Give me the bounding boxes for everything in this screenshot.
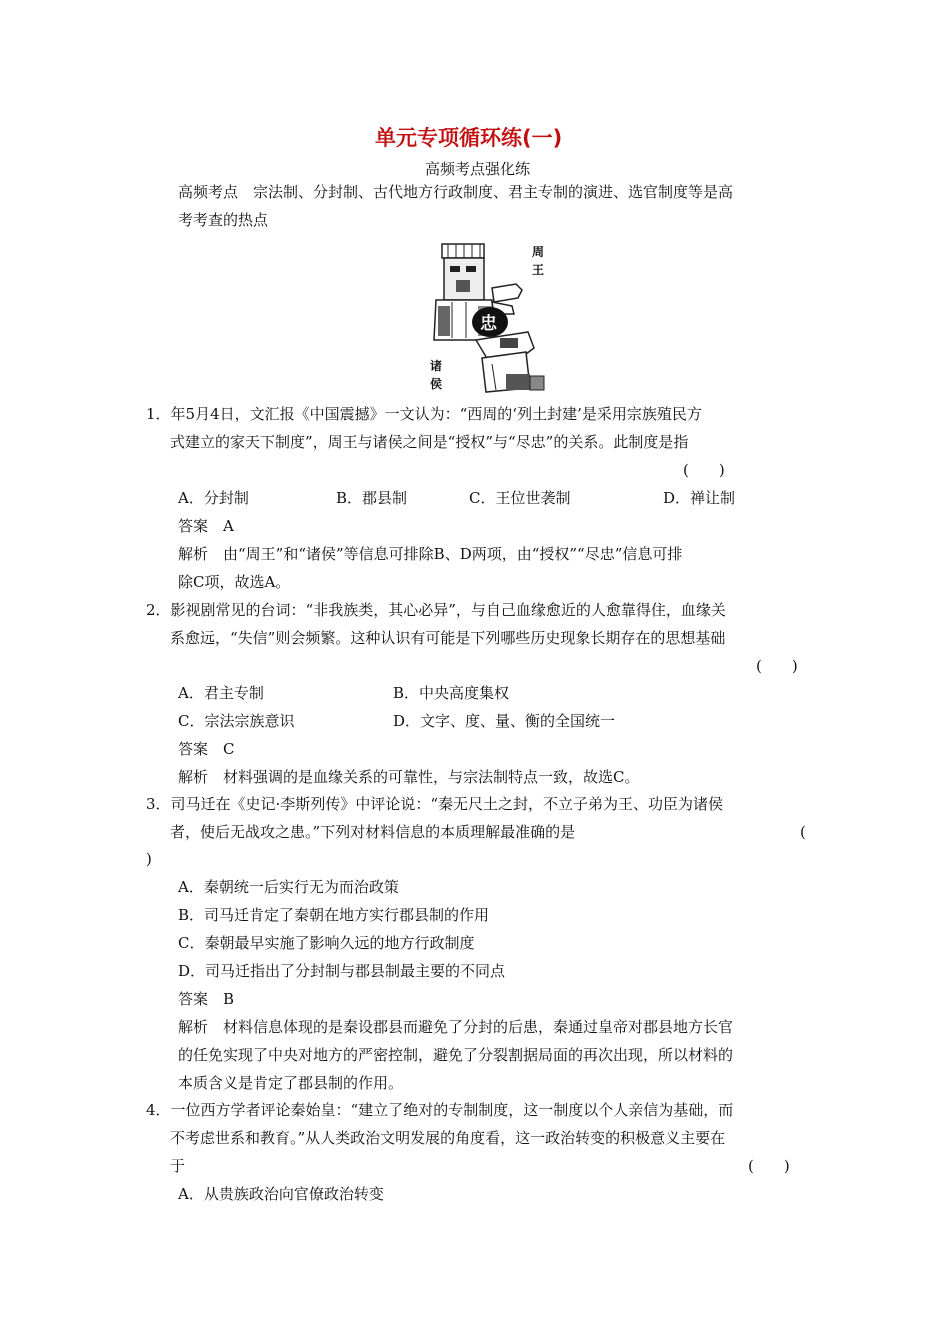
q3-bracket-open: ( [800,823,806,841]
page-title: 单元专项循环练(一) [375,126,563,150]
q3-analysis-2: 的任免实现了中央对地方的严密控制，避免了分裂割据局面的再次出现，所以材料的 [178,1046,734,1064]
q1-option-c: C．王位世袭制 [469,489,571,507]
q3-option-c: C．秦朝最早实施了影响久远的地方行政制度 [178,934,475,952]
q3-answer: 答案 B [178,990,235,1008]
q2-option-b: B．中央高度集权 [393,684,510,702]
q1-option-b: B．郡县制 [336,489,408,507]
q1-analysis-2: 除C项，故选A。 [178,573,291,591]
q2-option-d: D．文字、度、量、衡的全国统一 [393,712,616,730]
figure-label-vassal-2: 侯 [430,377,443,391]
figure-label-zhou-2: 王 [532,263,545,277]
q3-bracket-close: ) [146,850,152,868]
q4-answer-bracket: ( ) [748,1157,790,1175]
q1-option-d: D．禅让制 [663,489,736,507]
intro-line-1: 高频考点 宗法制、分封制、古代地方行政制度、君主专制的演进、选官制度等是高 [178,183,734,201]
q2-option-a: A．君主专制 [178,684,264,702]
q1-answer: 答案 A [178,517,234,535]
q3-option-d: D．司马迁指出了分封制与郡县制最主要的不同点 [178,962,506,980]
q3-line-2: 者，使后无战攻之患。”下列对材料信息的本质理解最准确的是 [170,823,576,841]
q1-answer-bracket: ( ) [683,461,725,479]
figure-label-zhou-1: 周 [532,245,545,259]
q4-option-a: A．从贵族政治向官僚政治转变 [178,1185,384,1203]
q3-option-a: A．秦朝统一后实行无为而治政策 [178,878,399,896]
q1-analysis-1: 解析 由“周王”和“诸侯”等信息可排除B、D两项，由“授权”“尽忠”信息可排 [178,545,683,563]
page-subtitle: 高频考点强化练 [425,160,531,178]
q4-line-3: 于 [170,1157,186,1175]
q3-analysis-3: 本质含义是肯定了郡县制的作用。 [178,1074,404,1092]
q1-line-1: 1．年5月4日，文汇报《中国震撼》一文认为：“西周的‘列土封建’是采用宗族殖民方 [146,405,702,423]
q3-option-b: B．司马迁肯定了秦朝在地方实行郡县制的作用 [178,906,490,924]
q3-line-1: 3．司马迁在《史记·李斯列传》中评论说：“秦无尺土之封，不立子弟为王、功臣为诸侯 [146,795,723,813]
figure-label-loyalty: 忠 [480,314,497,334]
zhou-king-vassal-illustration [430,240,570,396]
q2-answer: 答案 C [178,740,235,758]
q2-line-1: 2．影视剧常见的台词：“非我族类，其心必异”，与自己血缘愈近的人愈靠得住，血缘关 [146,601,726,619]
q1-option-a: A．分封制 [178,489,249,507]
q2-option-c: C．宗法宗族意识 [178,712,295,730]
intro-line-2: 考考查的热点 [178,211,269,229]
q1-line-2: 式建立的家天下制度”，周王与诸侯之间是“授权”与“尽忠”的关系。此制度是指 [170,433,689,451]
q3-analysis-1: 解析 材料信息体现的是秦设郡县而避免了分封的后患，秦通过皇帝对郡县地方长官 [178,1018,734,1036]
q2-analysis-1: 解析 材料强调的是血缘关系的可靠性，与宗法制特点一致，故选C。 [178,768,640,786]
q2-line-2: 系愈远，“失信”则会频繁。这种认识有可能是下列哪些历史现象长期存在的思想基础 [170,629,726,647]
q4-line-1: 4．一位西方学者评论秦始皇：“建立了绝对的专制制度，这一制度以个人亲信为基础，而 [146,1101,734,1119]
figure-label-vassal-1: 诸 [430,359,443,373]
q2-answer-bracket: ( ) [756,657,798,675]
q4-line-2: 不考虑世系和教育。”从人类政治文明发展的角度看，这一政治转变的积极意义主要在 [170,1129,726,1147]
